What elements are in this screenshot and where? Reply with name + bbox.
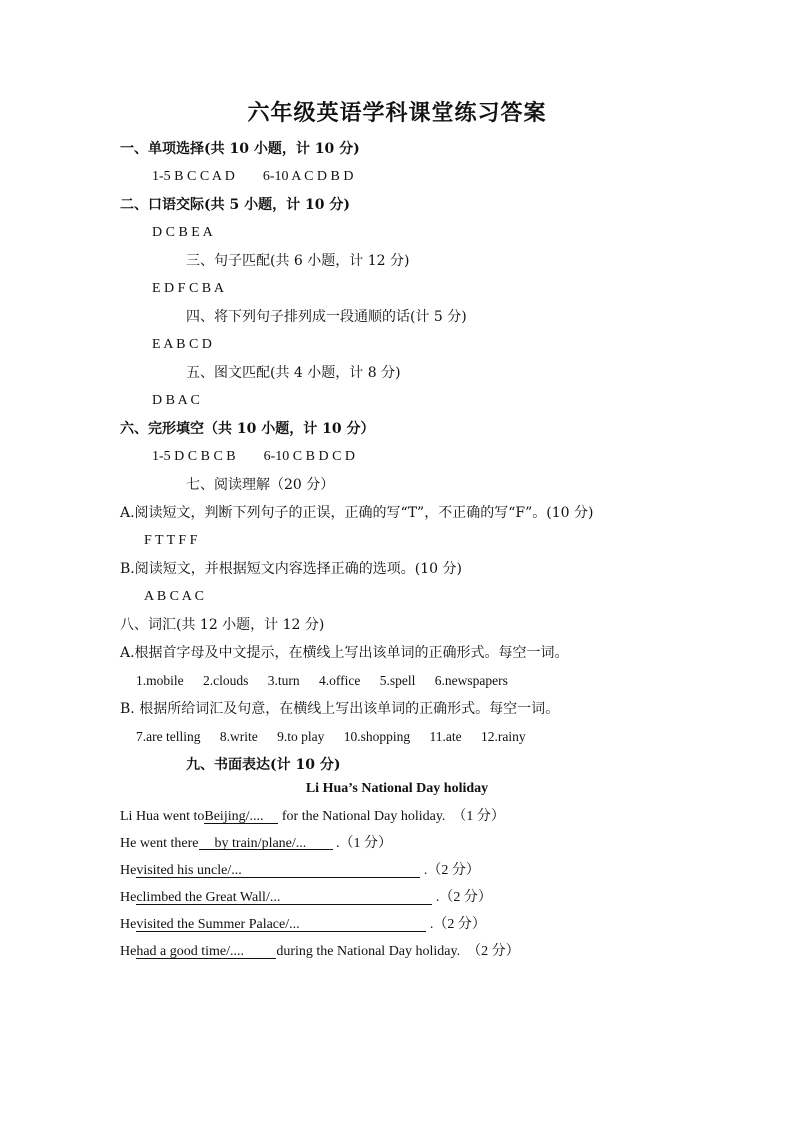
essay-blank: Beijing/.... bbox=[204, 808, 278, 824]
essay-line-5: Hevisited the Summer Palace/... .（2 分） bbox=[120, 917, 486, 932]
essay-line-2: He went there by train/plane/... .（1 分） bbox=[120, 836, 393, 851]
essay-blank: by train/plane/... bbox=[199, 835, 333, 850]
word-answer: 2.clouds bbox=[203, 673, 249, 688]
section-6-answers-b: 6-10 C B D C D bbox=[263, 449, 356, 464]
section-2-heading: 二、口语交际(共 5 小题，计 10 分) bbox=[120, 197, 350, 213]
word-answer: 8.write bbox=[219, 729, 258, 744]
section-6-heading: 六、完形填空（共 10 小题，计 10 分） bbox=[120, 421, 375, 437]
word-answer: 7.are telling bbox=[136, 729, 201, 744]
word-answer: 4.office bbox=[319, 673, 361, 688]
section-6-answers bbox=[152, 448, 355, 466]
essay-line-3: Hevisited his uncle/... .（2 分） bbox=[120, 863, 480, 878]
section-3-answers: E D F C B A bbox=[152, 281, 224, 296]
essay-blank: visited his uncle/... bbox=[136, 862, 420, 878]
section-1-answers-b: 6-10 A C D B D bbox=[262, 169, 354, 184]
essay-line-4: Heclimbed the Great Wall/... .（2 分） bbox=[120, 890, 492, 905]
section-8-heading: 八、词汇(共 12 小题，计 12 分) bbox=[120, 617, 325, 633]
word-answer: 10.shopping bbox=[343, 729, 411, 744]
word-answer: 6.newspapers bbox=[434, 673, 508, 688]
essay-line-1: Li Hua went toBeijing/.... for the National Day holiday. （1 分） bbox=[120, 809, 505, 824]
section-9-heading: 九、书面表达(计 10 分) bbox=[186, 757, 341, 773]
section-3-heading: 三、句子匹配(共 6 小题，计 12 分) bbox=[186, 253, 410, 269]
section-8-part-b-words bbox=[136, 728, 526, 746]
page-title: 六年级英语学科课堂练习答案 bbox=[247, 100, 547, 126]
word-answer: 5.spell bbox=[379, 673, 416, 688]
word-answer: 11.ate bbox=[429, 729, 462, 744]
section-6-answers-a: 1-5 D C B C B bbox=[152, 449, 236, 464]
section-5-answers: D B A C bbox=[152, 393, 200, 408]
word-answer: 9.to play bbox=[277, 729, 325, 744]
section-5-heading: 五、图文匹配(共 4 小题，计 8 分) bbox=[186, 365, 401, 381]
section-1-answers-a: 1-5 B C C A D bbox=[152, 169, 235, 184]
section-8-part-a-words bbox=[136, 672, 508, 690]
section-8-part-a-text: A.根据首字母及中文提示，在横线上写出该单词的正确形式。每空一词。 bbox=[120, 645, 569, 661]
essay-blank: climbed the Great Wall/... bbox=[136, 889, 432, 905]
essay-title: Li Hua’s National Day holiday bbox=[305, 781, 489, 796]
essay-line-6: Hehad a good time/.... during the National Day holiday. （2 分） bbox=[120, 944, 520, 959]
section-7-heading: 七、阅读理解（20 分） bbox=[186, 477, 335, 493]
section-8-part-b-text: B. 根据所给词汇及句意，在横线上写出该单词的正确形式。每空一词。 bbox=[120, 701, 560, 717]
section-1-heading: 一、单项选择(共 10 小题，计 10 分) bbox=[120, 141, 360, 157]
section-7-part-a-text: A.阅读短文，判断下列句子的正误，正确的写“T”，不正确的写“F”。(10 分) bbox=[120, 505, 594, 521]
word-answer: 3.turn bbox=[267, 673, 300, 688]
section-1-answers bbox=[152, 168, 353, 186]
section-2-answers: D C B E A bbox=[152, 225, 213, 240]
word-answer: 1.mobile bbox=[136, 673, 184, 688]
section-7-part-b-text: B.阅读短文，并根据短文内容选择正确的选项。(10 分) bbox=[120, 561, 462, 577]
essay-blank: visited the Summer Palace/... bbox=[136, 916, 426, 932]
section-4-answers: E A B C D bbox=[152, 337, 212, 352]
essay-blank: had a good time/.... bbox=[136, 943, 276, 959]
word-answer: 12.rainy bbox=[480, 729, 526, 744]
section-7-part-b-answers: A B C A C bbox=[144, 589, 204, 604]
section-7-part-a-answers: F T T F F bbox=[144, 533, 198, 548]
section-4-heading: 四、将下列句子排列成一段通顺的话(计 5 分) bbox=[186, 309, 467, 325]
